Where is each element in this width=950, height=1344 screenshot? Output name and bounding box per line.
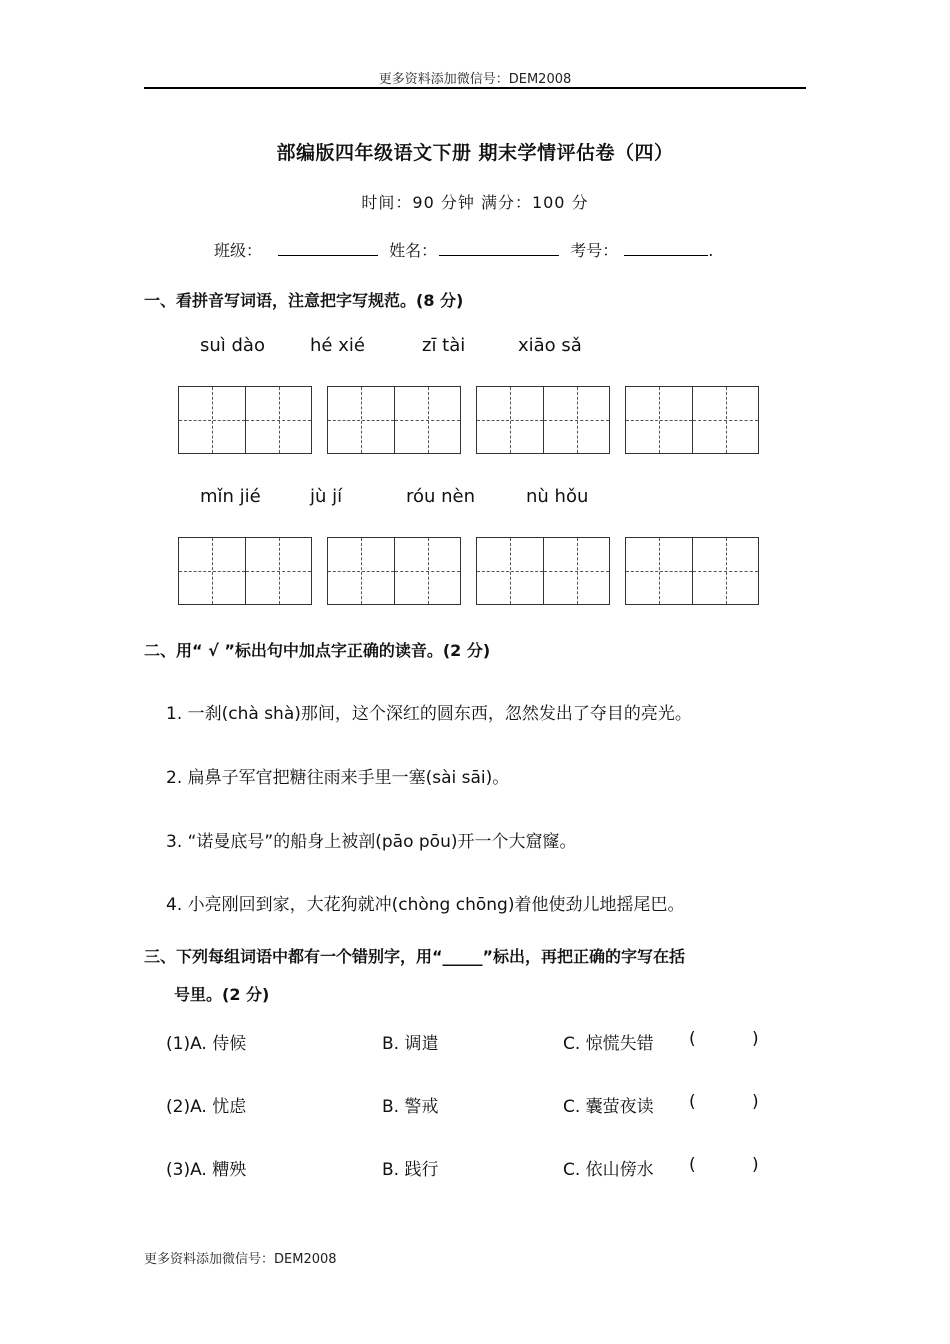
- writing-grid[interactable]: [625, 386, 759, 454]
- writing-grid[interactable]: [327, 386, 461, 454]
- grid-cell[interactable]: [543, 538, 609, 604]
- grid-cell[interactable]: [626, 387, 692, 453]
- header-rule: [144, 87, 806, 89]
- grid-cell[interactable]: [543, 387, 609, 453]
- name-label: 姓名：: [389, 241, 438, 260]
- option-a: (3)A. 糟殃: [166, 1160, 247, 1180]
- page-title: 部编版四年级语文下册 期末学情评估卷（四）: [276, 142, 674, 164]
- answer-paren-close[interactable]: ): [752, 1029, 759, 1049]
- grid-cell[interactable]: [477, 387, 543, 453]
- class-field[interactable]: [278, 239, 378, 256]
- pinyin-7: róu nèn: [406, 486, 476, 507]
- option-b: B. 调遣: [382, 1034, 439, 1054]
- grid-cell[interactable]: [245, 387, 311, 453]
- grid-cell[interactable]: [179, 387, 245, 453]
- answer-paren-open[interactable]: (: [689, 1155, 696, 1175]
- option-a: (1)A. 侍候: [166, 1034, 247, 1054]
- name-field[interactable]: [439, 239, 559, 256]
- grid-cell[interactable]: [692, 387, 758, 453]
- info-end-mark: .: [708, 241, 714, 260]
- class-label: 班级：: [214, 241, 263, 260]
- answer-paren-close[interactable]: ): [752, 1092, 759, 1112]
- number-field[interactable]: [624, 239, 708, 256]
- section3-heading-line2: 号里。(2 分): [174, 985, 270, 1004]
- pinyin-5: mǐn jié: [200, 486, 261, 507]
- pinyin-4: xiāo sǎ: [518, 335, 582, 356]
- question-item: 2. 扁鼻子军官把糖往雨来手里一塞(sài sāi)。: [166, 768, 510, 788]
- question-item: 1. 一刹(chà shà)那间，这个深红的圆东西，忽然发出了夺目的亮光。: [166, 704, 692, 724]
- number-label: 考号：: [570, 241, 619, 260]
- pinyin-1: suì dào: [200, 335, 265, 356]
- footer-note: 更多资料添加微信号：DEM2008: [144, 1252, 337, 1267]
- section1-heading: 一、看拼音写词语，注意把字写规范。(8 分): [144, 291, 464, 310]
- option-b: B. 践行: [382, 1160, 439, 1180]
- option-c: C. 惊慌失错: [563, 1034, 654, 1054]
- student-info-line: [214, 238, 713, 261]
- answer-paren-close[interactable]: ): [752, 1155, 759, 1175]
- writing-grid[interactable]: [476, 386, 610, 454]
- grid-cell[interactable]: [692, 538, 758, 604]
- writing-grid[interactable]: [327, 537, 461, 605]
- grid-cell[interactable]: [394, 538, 460, 604]
- option-a: (2)A. 忧虑: [166, 1097, 247, 1117]
- option-c: C. 依山傍水: [563, 1160, 654, 1180]
- option-c: C. 囊萤夜读: [563, 1097, 654, 1117]
- answer-paren-open[interactable]: (: [689, 1092, 696, 1112]
- time-score-line: 时间：90 分钟 满分：100 分: [361, 193, 589, 212]
- section3-heading-line1: 三、下列每组词语中都有一个错别字，用“_____”标出，再把正确的字写在括: [144, 947, 686, 966]
- pinyin-2: hé xié: [310, 335, 365, 356]
- question-item: 4. 小亮刚回到家，大花狗就冲(chòng chōng)着他使劲儿地摇尾巴。: [166, 895, 685, 915]
- answer-paren-open[interactable]: (: [689, 1029, 696, 1049]
- header-note: 更多资料添加微信号：DEM2008: [378, 72, 572, 87]
- grid-cell[interactable]: [626, 538, 692, 604]
- writing-grid[interactable]: [178, 386, 312, 454]
- section2-heading: 二、用“ √ ”标出句中加点字正确的读音。(2 分): [144, 641, 491, 660]
- grid-cell[interactable]: [477, 538, 543, 604]
- question-item: 3. “诺曼底号”的船身上被剖(pāo pōu)开一个大窟窿。: [166, 832, 577, 852]
- pinyin-8: nù hǒu: [526, 486, 589, 507]
- grid-cell[interactable]: [245, 538, 311, 604]
- writing-grid[interactable]: [625, 537, 759, 605]
- option-b: B. 警戒: [382, 1097, 439, 1117]
- grid-cell[interactable]: [328, 387, 394, 453]
- writing-grid[interactable]: [178, 537, 312, 605]
- grid-cell[interactable]: [394, 387, 460, 453]
- pinyin-3: zī tài: [422, 335, 466, 356]
- grid-cell[interactable]: [179, 538, 245, 604]
- grid-cell[interactable]: [328, 538, 394, 604]
- pinyin-6: jù jí: [310, 486, 343, 507]
- writing-grid[interactable]: [476, 537, 610, 605]
